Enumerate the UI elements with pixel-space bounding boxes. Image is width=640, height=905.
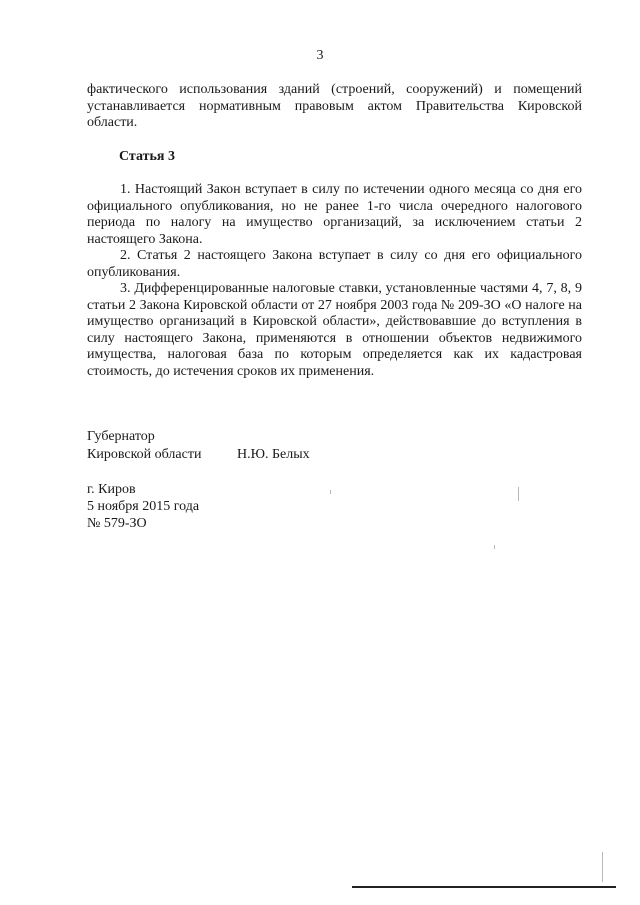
- article-heading: Статья 3: [119, 149, 175, 164]
- scan-speck: [602, 852, 603, 882]
- place-date-block: [87, 481, 199, 532]
- signatory-name: Н.Ю. Белых: [237, 447, 310, 462]
- scan-speck: [330, 490, 331, 494]
- scan-speck: [494, 545, 495, 549]
- footer-rule: [352, 886, 616, 888]
- scan-speck: [518, 487, 519, 501]
- signatory-title-line-2: Кировской области: [87, 447, 202, 462]
- signatory-title-line-1: Губернатор: [87, 429, 155, 444]
- signature-block: [87, 428, 310, 464]
- law-number: № 579-ЗО: [87, 516, 147, 531]
- article-paragraph-3: 3. Дифференцированные налоговые ставки, установленные частями 4, 7, 8, 9 статьи 2 Закона Кировской области от 27 ноября 2003 года № 209-ЗО «О налоге на имущество организаций в Кировской области», действовавшие до вступления в силу настоящего Закона, применяются в отношении объектов недвижимого имущества, налоговая база по которым определяется как их кадастровая стоимость, до истечения сроков их применения.: [87, 281, 582, 379]
- city: г. Киров: [87, 482, 136, 497]
- signing-date: 5 ноября 2015 года: [87, 499, 200, 514]
- lead-paragraph-text: фактического использования зданий (строений, сооружений) и помещений устанавливается нормативным правовым актом Правительства Кировской области.: [87, 82, 582, 130]
- lead-paragraph: [87, 82, 582, 132]
- article-body: [87, 182, 582, 380]
- page-number: 3: [316, 48, 324, 63]
- article-paragraph-2: 2. Статья 2 настоящего Закона вступает в силу со дня его официального опубликования.: [87, 248, 582, 280]
- article-paragraph-1: 1. Настоящий Закон вступает в силу по истечении одного месяца со дня его официального опубликования, но не ранее 1-го числа очередного налогового периода по налогу на имущество организаций, за исключением статьи 2 настоящего Закона.: [87, 182, 582, 247]
